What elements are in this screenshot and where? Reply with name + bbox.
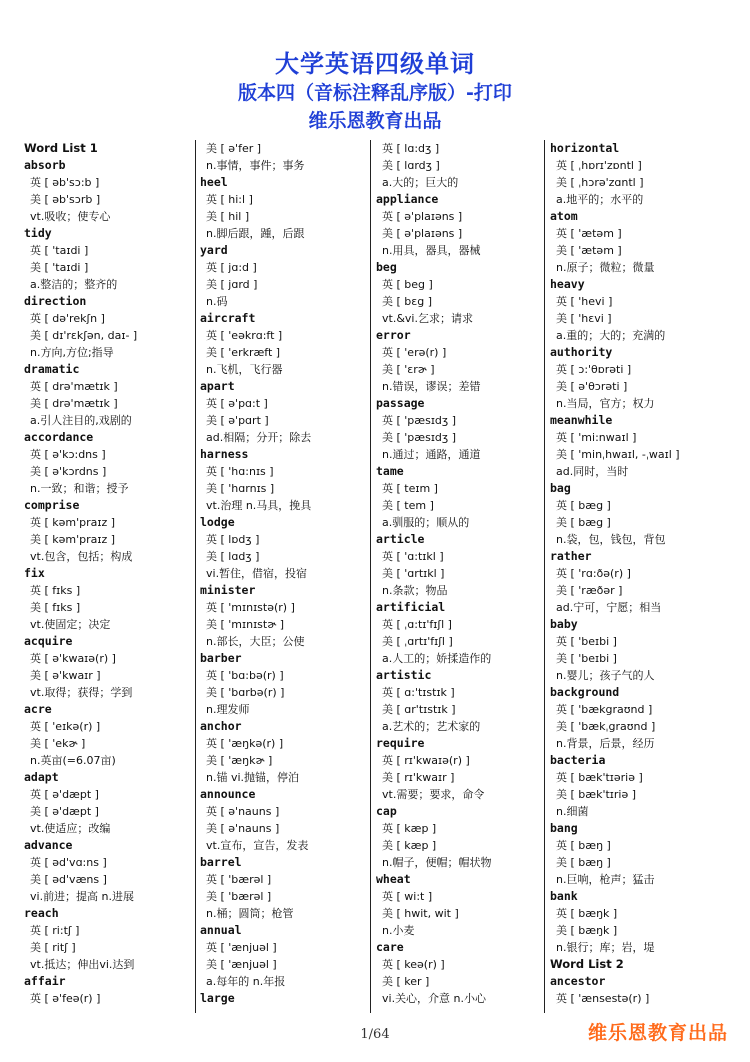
vocab-word: cap [376,804,397,818]
definition: vt.吸收；使专心 [30,210,111,223]
definition: n.帽子，便帽；帽状物 [382,856,492,869]
definition: vt.抵达；伸出vi.达到 [30,958,135,971]
pronunciation: 英 [ fɪks ] [30,584,81,597]
definition: ad.同时，当时 [556,465,629,478]
pronunciation: 英 [ 'taɪdi ] [30,244,89,257]
definition: n.巨响，枪声；猛击 [556,873,655,886]
definition: n.桶；圆筒；枪管 [206,907,294,920]
vocab-word: absorb [24,158,66,172]
pronunciation: 英 [ ə'pɑ:t ] [206,397,268,410]
definition: n.当局，官方；权力 [556,397,655,410]
definition: a.每年的 n.年报 [206,975,286,988]
pronunciation: 美 [ 'pæsɪdʒ ] [382,431,457,444]
vocab-word: beg [376,260,397,274]
vocab-word: barber [200,651,242,665]
definition: vi.前进；提高 n.进展 [30,890,135,903]
pronunciation: 英 [ jɑ:d ] [206,261,257,274]
vocab-word: dramatic [24,362,80,376]
pronunciation: 美 [ 'minˌhwaɪl, -ˌwaɪl ] [556,448,680,461]
vocab-word: affair [24,974,66,988]
vocab-word: acquire [24,634,73,648]
vocab-word: fix [24,566,45,580]
document-title: 大学英语四级单词 [275,50,475,78]
definition: vi.暂住，借宿，投宿 [206,567,308,580]
pronunciation: 美 [ 'bærəl ] [206,890,272,903]
pronunciation: 英 [ 'hevi ] [556,295,613,308]
pronunciation: 英 [ keə(r) ] [382,958,445,971]
vocab-word: barrel [200,855,242,869]
pronunciation: 英 [ bæŋ ] [556,839,611,852]
definition: n.错误，谬误；差错 [382,380,481,393]
column-divider [370,140,371,1013]
vocab-word: atom [550,209,578,223]
pronunciation: 美 [ rɪ'kwaɪr ] [382,771,455,784]
pronunciation: 美 [ ə'pɑrt ] [206,414,269,427]
pronunciation: 英 [ əd'vɑ:ns ] [30,856,107,869]
pronunciation: 美 [ tem ] [382,499,434,512]
pronunciation: 英 [ bæŋk ] [556,907,618,920]
pronunciation: 美 [ ker ] [382,975,430,988]
vocab-word: annual [200,923,242,937]
pronunciation: 美 [ ə'dæpt ] [30,805,99,818]
definition: n.银行；库；岩，堤 [556,941,655,954]
pronunciation: 英 [ bæg ] [556,499,611,512]
pronunciation: 美 [ ˌhɔrə'zɑntl ] [556,176,644,189]
definition: a.驯服的；顺从的 [382,516,470,529]
pronunciation: 美 [ 'taɪdi ] [30,261,89,274]
publisher-watermark: 维乐恩教育出品 [587,1022,728,1044]
definition: vt.治理 n.马具，挽具 [206,499,312,512]
definition: n.小麦 [382,924,415,937]
definition: ad.相隔；分开；除去 [206,431,312,444]
column-divider [544,140,545,1013]
vocab-word: tidy [24,226,52,240]
pronunciation: 美 [ bɛg ] [382,295,432,308]
pronunciation: 美 [ ˌɑrtɪ'fɪʃl ] [382,635,453,648]
pronunciation: 英 [ 'erə(r) ] [382,346,447,359]
pronunciation: 英 [ ɔ:'θɒrəti ] [556,363,632,376]
vocab-word: wheat [376,872,411,886]
pronunciation: 美 [ əd'væns ] [30,873,107,886]
definition: n.方向,方位;指导 [30,346,114,359]
page-number: 1/64 [360,1027,390,1042]
word-column-3 [376,140,544,1015]
definition: vt.宣布，宣告，发表 [206,839,309,852]
vocab-word: appliance [376,192,439,206]
vocab-word: tame [376,464,404,478]
definition: vi.关心，介意 n.小心 [382,992,487,1005]
vocab-word: article [376,532,425,546]
definition: n.理发师 [206,703,250,716]
word-list-heading: Word List 2 [550,957,624,971]
definition: n.锚 vi.抛锚，停泊 [206,771,300,784]
pronunciation: 美 [ 'ɛrɚ ] [382,363,435,376]
pronunciation: 英 [ ə'kwaɪə(r) ] [30,652,116,665]
definition: vt.包含，包括；构成 [30,550,133,563]
pronunciation: 英 [ 'eɪkə(r) ] [30,720,101,733]
definition: n.部长，大臣；公使 [206,635,305,648]
pronunciation: 英 [ 'ænjuəl ] [206,941,277,954]
definition: vt.使适应；改编 [30,822,111,835]
vocab-word: apart [200,379,235,393]
pronunciation: 英 [ 'ætəm ] [556,227,622,240]
pronunciation: 英 [ bæk'tɪəriə ] [556,771,643,784]
vocab-word: error [376,328,411,342]
definition: a.重的；大的；充满的 [556,329,666,342]
vocab-word: lodge [200,515,235,529]
pronunciation: 英 [ 'mi:nwaɪl ] [556,431,637,444]
pronunciation: 英 [ ə'kɔ:dns ] [30,448,106,461]
pronunciation: 美 [ fɪks ] [30,601,81,614]
vocab-word: large [200,991,235,1005]
pronunciation: 美 [ dɪ'rɛkʃən, daɪ- ] [30,329,138,342]
vocab-word: reach [24,906,59,920]
vocab-word: bank [550,889,578,903]
pronunciation: 美 [ 'bɑrbə(r) ] [206,686,285,699]
vocab-word: require [376,736,425,750]
pronunciation: 英 [ lɑ:dʒ ] [382,142,440,155]
vocab-word: background [550,685,620,699]
document-publisher: 维乐恩教育出品 [308,110,442,132]
pronunciation: 英 [ teɪm ] [382,482,438,495]
pronunciation: 英 [ 'bɑ:bə(r) ] [206,669,284,682]
vocab-word: yard [200,243,228,257]
pronunciation: 美 [ əb'sɔrb ] [30,193,101,206]
vocab-word: aircraft [200,311,256,325]
pronunciation: 美 [ ritʃ ] [30,941,76,954]
pronunciation: 美 [ kæp ] [382,839,437,852]
definition: n.脚后跟，踵，后跟 [206,227,305,240]
pronunciation: 英 [ 'bærəl ] [206,873,272,886]
definition: n.条款；物品 [382,584,448,597]
pronunciation: 美 [ ə'nauns ] [206,822,280,835]
pronunciation: 美 [ 'beɪbi ] [556,652,617,665]
vocab-word: meanwhile [550,413,613,427]
pronunciation: 美 [ ə'plaɪəns ] [382,227,463,240]
pronunciation: 美 [ ə'fer ] [206,142,262,155]
definition: n.飞机，飞行器 [206,363,283,376]
vocab-word: passage [376,396,425,410]
pronunciation: 美 [ 'erkræft ] [206,346,281,359]
pronunciation: 英 [ 'ænsestə(r) ] [556,992,650,1005]
pronunciation: 美 [ 'ænjuəl ] [206,958,277,971]
vocab-word: ancestor [550,974,606,988]
pronunciation: 英 [ kæp ] [382,822,437,835]
pronunciation: 美 [ 'ɑrtɪkl ] [382,567,445,580]
vocab-word: acre [24,702,52,716]
pronunciation: 美 [ drə'mætɪk ] [30,397,118,410]
column-divider [195,140,196,1013]
pronunciation: 英 [ 'pæsɪdʒ ] [382,414,457,427]
word-columns [24,140,724,1015]
pronunciation: 美 [ 'hɛvi ] [556,312,612,325]
pronunciation: 美 [ 'æŋkɚ ] [206,754,273,767]
pronunciation: 英 [ hi:l ] [206,193,253,206]
pronunciation: 美 [ lɑrdʒ ] [382,159,440,172]
pronunciation: 美 [ kəm'praɪz ] [30,533,116,546]
pronunciation: 英 [ beg ] [382,278,433,291]
pronunciation: 美 [ hwit, wit ] [382,907,459,920]
pronunciation: 美 [ 'mɪnɪstɚ ] [206,618,285,631]
pronunciation: 英 [ 'bækgraʊnd ] [556,703,653,716]
definition: a.人工的；娇揉造作的 [382,652,492,665]
pronunciation: 英 [ kəm'praɪz ] [30,516,116,529]
definition: n.一致；和谐；授予 [30,482,129,495]
vocab-word: heel [200,175,228,189]
pronunciation: 英 [ ə'nauns ] [206,805,280,818]
vocab-word: comprise [24,498,80,512]
vocab-word: bang [550,821,578,835]
vocab-word: horizontal [550,141,620,155]
definition: n.事情，事件；事务 [206,159,305,172]
pronunciation: 英 [ ə'dæpt ] [30,788,99,801]
pronunciation: 美 [ jɑrd ] [206,278,258,291]
definition: n.原子；微粒；微量 [556,261,655,274]
pronunciation: 英 [ 'beɪbi ] [556,635,617,648]
word-column-2 [200,140,368,1015]
word-column-4 [550,140,718,1015]
definition: n.婴儿；孩子气的人 [556,669,655,682]
definition: n.用具，器具，器械 [382,244,481,257]
pronunciation: 英 [ ˌhɒrɪ'zɒntl ] [556,159,642,172]
vocab-word: direction [24,294,87,308]
pronunciation: 美 [ ə'kwaɪr ] [30,669,101,682]
vocab-word: rather [550,549,592,563]
pronunciation: 英 [ 'mɪnɪstə(r) ] [206,601,295,614]
definition: n.码 [206,295,228,308]
pronunciation: 英 [ 'eəkrɑ:ft ] [206,329,283,342]
pronunciation: 美 [ 'ræðər ] [556,584,623,597]
pronunciation: 美 [ 'ætəm ] [556,244,622,257]
word-list-heading: Word List 1 [24,141,98,155]
pronunciation: 英 [ 'rɑ:ðə(r) ] [556,567,631,580]
definition: vt.取得；获得；学到 [30,686,133,699]
pronunciation: 美 [ 'ekɚ ] [30,737,86,750]
pronunciation: 英 [ ə'plaɪəns ] [382,210,463,223]
definition: n.细菌 [556,805,589,818]
vocab-word: care [376,940,404,954]
pronunciation: 美 [ bæŋ ] [556,856,611,869]
vocab-word: anchor [200,719,242,733]
pronunciation: 英 [ əb'sɔ:b ] [30,176,100,189]
pronunciation: 美 [ ə'θɔrəti ] [556,380,628,393]
definition: a.引人注目的,戏剧的 [30,414,132,427]
vocab-word: heavy [550,277,585,291]
definition: n.英亩(=6.07亩) [30,754,116,767]
pronunciation: 英 [ 'æŋkə(r) ] [206,737,284,750]
pronunciation: 美 [ bæg ] [556,516,611,529]
definition: n.袋，包，钱包，背包 [556,533,666,546]
pronunciation: 美 [ lɑdʒ ] [206,550,260,563]
pronunciation: 美 [ ɑr'tɪstɪk ] [382,703,456,716]
definition: ad.宁可，宁愿；相当 [556,601,662,614]
definition: a.地平的；水平的 [556,193,644,206]
definition: vt.&vi.乞求；请求 [382,312,473,325]
pronunciation: 英 [ 'hɑ:nɪs ] [206,465,274,478]
definition: a.艺术的；艺术家的 [382,720,481,733]
vocab-word: bacteria [550,753,606,767]
pronunciation: 英 [ rɪ'kwaɪə(r) ] [382,754,470,767]
pronunciation: 英 [ ɑ:'tɪstɪk ] [382,686,455,699]
vocab-word: harness [200,447,249,461]
vocab-word: bag [550,481,571,495]
pronunciation: 美 [ 'bækˌgraʊnd ] [556,720,656,733]
vocab-word: advance [24,838,73,852]
pronunciation: 英 [ ri:tʃ ] [30,924,80,937]
vocab-word: announce [200,787,256,801]
pronunciation: 英 [ də'rekʃn ] [30,312,105,325]
vocab-word: accordance [24,430,94,444]
word-column-1 [24,140,192,1015]
document-subtitle: 版本四（音标注释乱序版）-打印 [238,82,512,104]
definition: n.背景，后景，经历 [556,737,655,750]
definition: a.整洁的；整齐的 [30,278,118,291]
definition: a.大的；巨大的 [382,176,459,189]
pronunciation: 美 [ hil ] [206,210,250,223]
vocab-word: artificial [376,600,446,614]
pronunciation: 英 [ 'ɑ:tɪkl ] [382,550,444,563]
pronunciation: 美 [ bæk'tɪriə ] [556,788,636,801]
pronunciation: 英 [ wi:t ] [382,890,433,903]
vocab-word: authority [550,345,613,359]
definition: vt.需要；要求，命令 [382,788,485,801]
pronunciation: 英 [ drə'mætɪk ] [30,380,118,393]
vocab-word: baby [550,617,578,631]
pronunciation: 英 [ lɒdʒ ] [206,533,260,546]
pronunciation: 英 [ ˌɑ:tɪ'fɪʃl ] [382,618,452,631]
definition: vt.使固定；决定 [30,618,111,631]
pronunciation: 美 [ 'hɑrnɪs ] [206,482,275,495]
vocab-word: minister [200,583,256,597]
definition: n.通过；通路，通道 [382,448,481,461]
pronunciation: 美 [ ə'kɔrdns ] [30,465,107,478]
vocab-word: artistic [376,668,432,682]
pronunciation: 美 [ bæŋk ] [556,924,618,937]
pronunciation: 英 [ ə'feə(r) ] [30,992,101,1005]
vocab-word: adapt [24,770,59,784]
